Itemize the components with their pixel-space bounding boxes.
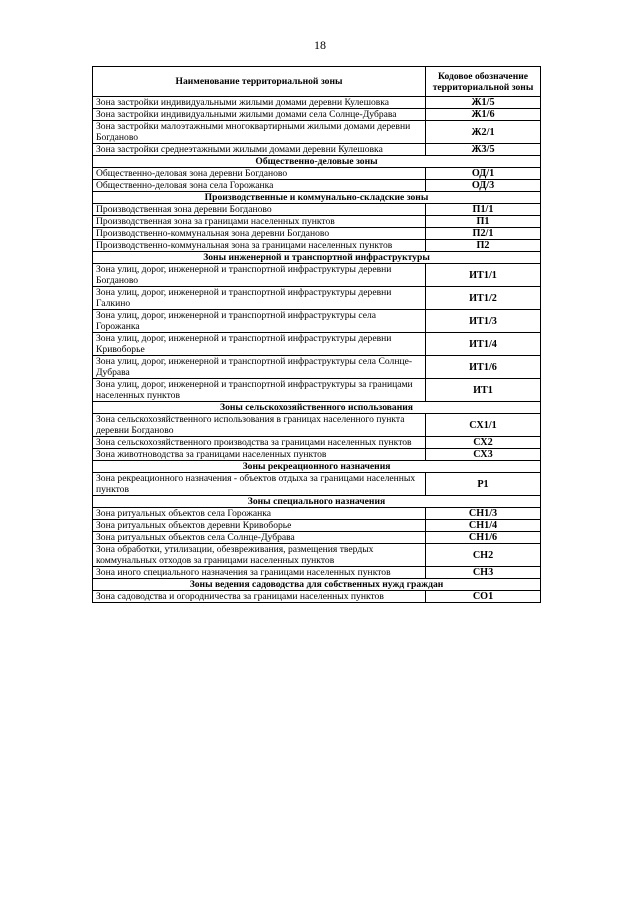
zone-code: СН1/3: [426, 508, 541, 520]
zone-code: СО1: [426, 591, 541, 603]
zone-name: Общественно-деловая зона села Горожанка: [93, 180, 426, 192]
table-row: [93, 508, 541, 520]
table-row: [93, 287, 541, 310]
zone-name: Зона застройки индивидуальными жилыми домами деревни Кулешовка: [93, 97, 426, 109]
zone-name: Зона иного специального назначения за границами населенных пунктов: [93, 567, 426, 579]
zone-code: Ж2/1: [426, 121, 541, 144]
table-row: [93, 180, 541, 192]
zone-name: Производственная зона за границами населенных пунктов: [93, 216, 426, 228]
zone-code: СН2: [426, 544, 541, 567]
header-zone-name: Наименование территориальной зоны: [93, 67, 426, 97]
zone-name: Зона сельскохозяйственного производства за границами населенных пунктов: [93, 437, 426, 449]
table-row: [93, 379, 541, 402]
zone-code: ИТ1/2: [426, 287, 541, 310]
table-row: [93, 264, 541, 287]
section-row: [93, 252, 541, 264]
zone-name: Зона улиц, дорог, инженерной и транспортной инфраструктуры деревни Галкино: [93, 287, 426, 310]
table-row: [93, 544, 541, 567]
zone-code: СХ2: [426, 437, 541, 449]
zone-code: ИТ1/6: [426, 356, 541, 379]
table-row: [93, 473, 541, 496]
table-row: [93, 333, 541, 356]
table-row: [93, 532, 541, 544]
zone-name: Зона ритуальных объектов села Солнце-Дубрава: [93, 532, 426, 544]
zone-name: Зона животноводства за границами населенных пунктов: [93, 449, 426, 461]
table-body: [93, 97, 541, 603]
table-row: [93, 437, 541, 449]
zone-name: Зона застройки малоэтажными многоквартирными жилыми домами деревни Богданово: [93, 121, 426, 144]
header-zone-code: Кодовое обозначение территориальной зоны: [426, 67, 541, 97]
table-row: [93, 449, 541, 461]
zone-name: Зона улиц, дорог, инженерной и транспортной инфраструктуры села Солнце-Дубрава: [93, 356, 426, 379]
zone-code: СХ3: [426, 449, 541, 461]
zone-code: ОД/3: [426, 180, 541, 192]
section-title: Зоны рекреационного назначения: [93, 461, 541, 473]
section-title: Зоны сельскохозяйственного использования: [93, 402, 541, 414]
table-row: [93, 356, 541, 379]
table-row: [93, 240, 541, 252]
territorial-zones-table: [92, 66, 541, 603]
table-row: [93, 591, 541, 603]
section-title: Зоны ведения садоводства для собственных нужд граждан: [93, 579, 541, 591]
zone-name: Зона улиц, дорог, инженерной и транспортной инфраструктуры села Горожанка: [93, 310, 426, 333]
zone-code: СН3: [426, 567, 541, 579]
zone-code: Р1: [426, 473, 541, 496]
section-row: [93, 579, 541, 591]
page-number: 18: [314, 38, 326, 52]
table-row: [93, 109, 541, 121]
zone-name: Зона ритуальных объектов деревни Кривоборье: [93, 520, 426, 532]
zone-code: СХ1/1: [426, 414, 541, 437]
zone-name: Производственно-коммунальная зона деревни Богданово: [93, 228, 426, 240]
section-row: [93, 402, 541, 414]
zone-name: Зона садоводства и огородничества за границами населенных пунктов: [93, 591, 426, 603]
table-row: [93, 414, 541, 437]
section-row: [93, 192, 541, 204]
zone-name: Зона ритуальных объектов села Горожанка: [93, 508, 426, 520]
table-header-row: [93, 67, 541, 97]
zone-code: П2: [426, 240, 541, 252]
zone-code: ИТ1/3: [426, 310, 541, 333]
zone-name: Зона улиц, дорог, инженерной и транспортной инфраструктуры за границами населенных пунктов: [93, 379, 426, 402]
zone-name: Производственная зона деревни Богданово: [93, 204, 426, 216]
zone-code: Ж1/5: [426, 97, 541, 109]
zone-code: П2/1: [426, 228, 541, 240]
section-title: Общественно-деловые зоны: [93, 156, 541, 168]
section-title: Зоны инженерной и транспортной инфраструктуры: [93, 252, 541, 264]
table-row: [93, 204, 541, 216]
zone-name: Зона сельскохозяйственного использования в границах населенного пункта деревни Богданово: [93, 414, 426, 437]
zone-code: Ж3/5: [426, 144, 541, 156]
zone-code: ИТ1/1: [426, 264, 541, 287]
table-row: [93, 144, 541, 156]
section-title: Производственные и коммунально-складские зоны: [93, 192, 541, 204]
section-row: [93, 496, 541, 508]
zone-code: СН1/6: [426, 532, 541, 544]
zone-name: Зона улиц, дорог, инженерной и транспортной инфраструктуры деревни Кривоборье: [93, 333, 426, 356]
section-title: Зоны специального назначения: [93, 496, 541, 508]
zone-code: П1: [426, 216, 541, 228]
zone-name: Зона обработки, утилизации, обезвреживания, размещения твердых коммунальных отходов за границами населенных пунктов: [93, 544, 426, 567]
table-row: [93, 310, 541, 333]
zone-name: Зона застройки индивидуальными жилыми домами села Солнце-Дубрава: [93, 109, 426, 121]
zone-name: Зона улиц, дорог, инженерной и транспортной инфраструктуры деревни Богданово: [93, 264, 426, 287]
table-row: [93, 97, 541, 109]
zone-code: СН1/4: [426, 520, 541, 532]
zone-name: Производственно-коммунальная зона за границами населенных пунктов: [93, 240, 426, 252]
zone-name: Зона застройки среднеэтажными жилыми домами деревни Кулешовка: [93, 144, 426, 156]
table-row: [93, 121, 541, 144]
table-row: [93, 567, 541, 579]
section-row: [93, 156, 541, 168]
zone-code: ИТ1/4: [426, 333, 541, 356]
section-row: [93, 461, 541, 473]
zone-code: ОД/1: [426, 168, 541, 180]
table-row: [93, 168, 541, 180]
table-row: [93, 216, 541, 228]
zone-code: Ж1/6: [426, 109, 541, 121]
zone-name: Зона рекреационного назначения - объектов отдыха за границами населенных пунктов: [93, 473, 426, 496]
table-row: [93, 228, 541, 240]
zone-name: Общественно-деловая зона деревни Богданово: [93, 168, 426, 180]
table-row: [93, 520, 541, 532]
zone-code: ИТ1: [426, 379, 541, 402]
zone-code: П1/1: [426, 204, 541, 216]
